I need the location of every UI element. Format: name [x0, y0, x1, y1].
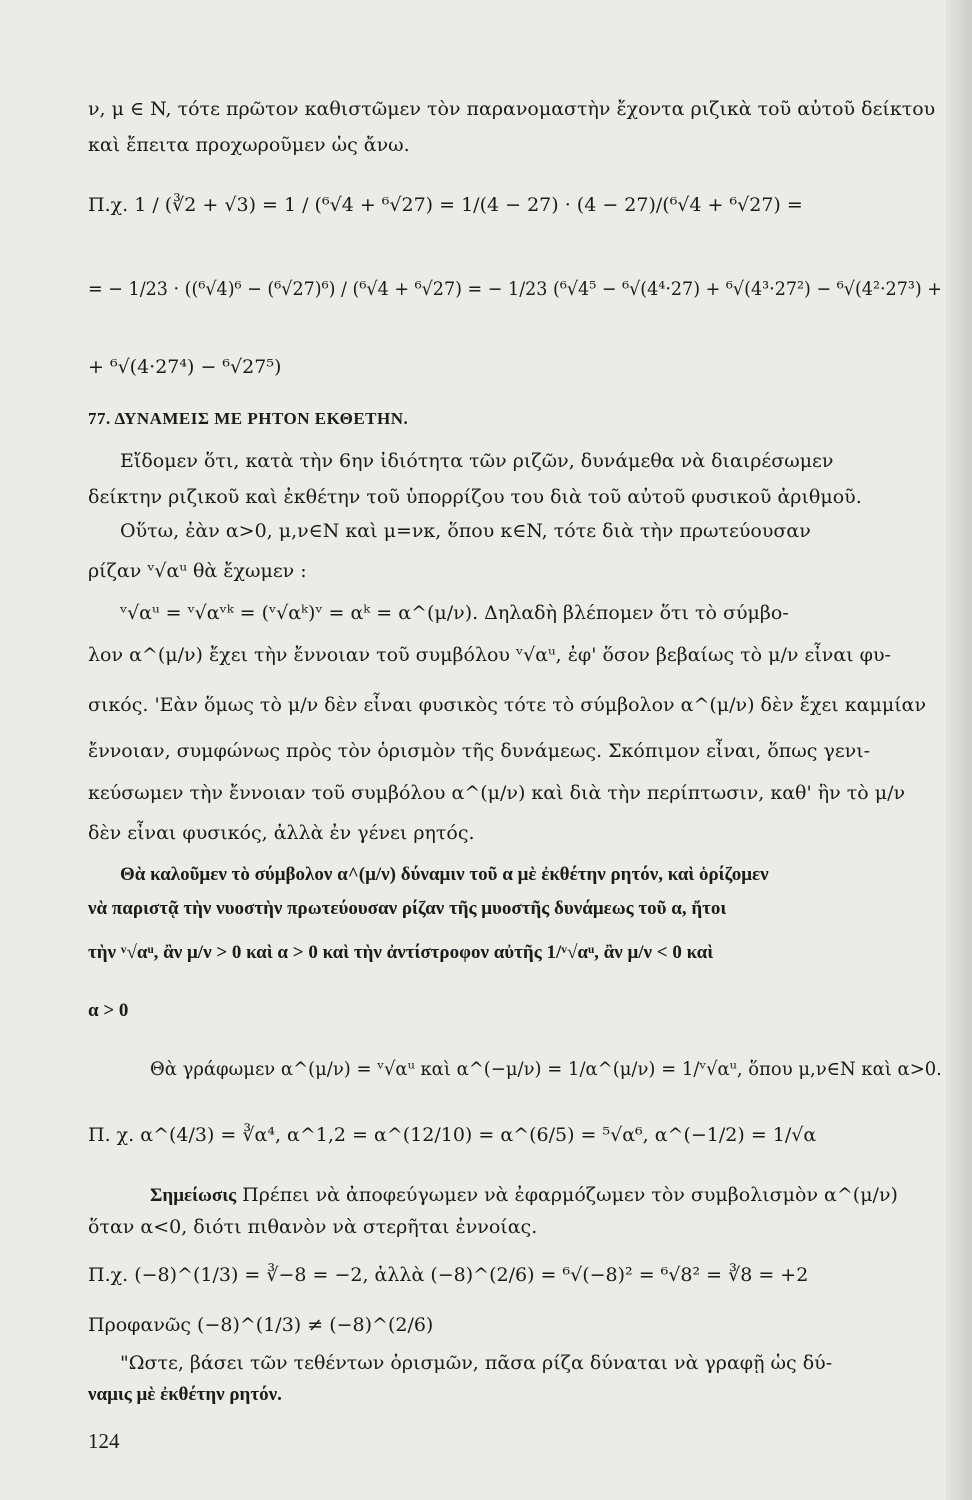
- notation-line: Θὰ γράφωμεν α^(μ/ν) = ᵛ√αᵘ καὶ α^(−μ/ν) = 1/α^(μ/ν) = 1/ᵛ√αᵘ, ὅπου μ,ν∈N καὶ α>0.: [150, 1058, 942, 1080]
- page-gutter-shadow: [946, 0, 972, 1500]
- section-title: 77. ΔΥΝΑΜΕΙΣ ΜΕ ΡΗΤΟΝ ΕΚΘΕΤΗΝ.: [88, 409, 409, 428]
- body-line: δὲν εἶναι φυσικός, ἀλλὰ ἐν γένει ρητός.: [88, 822, 475, 844]
- body-line: σικός. 'Εὰν ὅμως τὸ μ/ν δὲν εἶναι φυσικὸς τότε τὸ σύμβολον α^(μ/ν) δὲν ἔχει καμμίαν: [88, 694, 927, 716]
- example-line: = − 1/23 · ((⁶√4)⁶ − (⁶√27)⁶) / (⁶√4 + ⁶√27) = − 1/23 (⁶√4⁵ − ⁶√(4⁴·27) + ⁶√(4³·27²) − ⁶√(4²·27³) +: [88, 278, 943, 300]
- example-line: Π. χ. α^(4/3) = ∛α⁴, α^1,2 = α^(12/10) = α^(6/5) = ⁵√α⁶, α^(−1/2) = 1/√α: [88, 1124, 817, 1146]
- page-number: 124: [88, 1429, 120, 1453]
- definition-line: Θὰ καλοῦμεν τὸ σύμβολον α^(μ/ν) δύναμιν τοῦ α μὲ ἐκθέτην ρητόν, καὶ ὁρίζομεν: [120, 864, 769, 885]
- body-line: ρίζαν ᵛ√αᵘ θὰ ἔχωμεν :: [88, 560, 307, 582]
- body-line: Εἴδομεν ὅτι, κατὰ τὴν 6ην ἰδιότητα τῶν ριζῶν, δυνάμεθα νὰ διαιρέσωμεν: [120, 450, 834, 472]
- example-line: Προφανῶς (−8)^(1/3) ≠ (−8)^(2/6): [88, 1314, 434, 1336]
- remark-text: Πρέπει νὰ ἀποφεύγωμεν νὰ ἐφαρμόζωμεν τὸν συμβολισμὸν α^(μ/ν): [242, 1184, 898, 1206]
- body-line: ἔννοιαν, συμφώνως πρὸς τὸν ὁρισμὸν τῆς δυνάμεως. Σκόπιμον εἶναι, ὅπως γενι-: [88, 740, 871, 762]
- definition-line: τὴν ᵛ√αᵘ, ἂν μ/ν > 0 καὶ α > 0 καὶ τὴν ἀντίστροφον αὐτῆς 1/ᵛ√αᵘ, ἂν μ/ν < 0 καὶ: [88, 942, 714, 963]
- body-line: κεύσωμεν τὴν ἔννοιαν τοῦ συμβόλου α^(μ/ν) καὶ διὰ τὴν περίπτωσιν, καθ' ἣν τὸ μ/ν: [88, 782, 906, 804]
- remark-line: ὅταν α<0, διότι πιθανὸν νὰ στερῆται ἐννοίας.: [88, 1216, 538, 1238]
- intro-line: καὶ ἔπειτα προχωροῦμεν ὡς ἄνω.: [88, 134, 410, 156]
- definition-line: νὰ παριστᾷ τὴν νυοστὴν πρωτεύουσαν ρίζαν τῆς μυοστῆς δυνάμεως τοῦ α, ἤτοι: [88, 898, 727, 919]
- body-line: λον α^(μ/ν) ἔχει τὴν ἔννοιαν τοῦ συμβόλου ᵛ√αᵘ, ἐφ' ὅσον βεβαίως τὸ μ/ν εἶναι φυ-: [88, 644, 891, 666]
- remark-title: Σημείωσις: [150, 1185, 237, 1206]
- body-line: Οὕτω, ἐὰν α>0, μ,ν∈N καὶ μ=νκ, ὅπου κ∈N, τότε διὰ τὴν πρωτεύουσαν: [120, 520, 811, 542]
- conclusion-line: "Ωστε, βάσει τῶν τεθέντων ὁρισμῶν, πᾶσα ρίζα δύναται νὰ γραφῇ ὡς δύ-: [120, 1352, 833, 1374]
- example-line: + ⁶√(4·27⁴) − ⁶√27⁵): [88, 356, 282, 378]
- conclusion-line: ναμις μὲ ἐκθέτην ρητόν.: [88, 1384, 282, 1405]
- definition-line: α > 0: [88, 1000, 129, 1021]
- body-line: δείκτην ριζικοῦ καὶ ἐκθέτην τοῦ ὑπορρίζου του διὰ τοῦ αὐτοῦ φυσικοῦ ἀριθμοῦ.: [88, 486, 862, 508]
- intro-line: ν, μ ∈ N, τότε πρῶτον καθιστῶμεν τὸν παρανομαστὴν ἔχοντα ριζικὰ τοῦ αὐτοῦ δείκτου: [88, 98, 936, 120]
- example-line: Π.χ. (−8)^(1/3) = ∛−8 = −2, ἀλλὰ (−8)^(2/6) = ⁶√(−8)² = ⁶√8² = ∛8 = +2: [88, 1264, 809, 1286]
- body-line: ᵛ√αᵘ = ᵛ√αᵛᵏ = (ᵛ√αᵏ)ᵛ = αᵏ = α^(μ/ν). Δηλαδὴ βλέπομεν ὅτι τὸ σύμβο-: [120, 602, 789, 624]
- remark-line: [150, 1182, 898, 1209]
- example-line: Π.χ. 1 / (∛2 + √3) = 1 / (⁶√4 + ⁶√27) = 1/(4 − 27) · (4 − 27)/(⁶√4 + ⁶√27) =: [88, 194, 803, 216]
